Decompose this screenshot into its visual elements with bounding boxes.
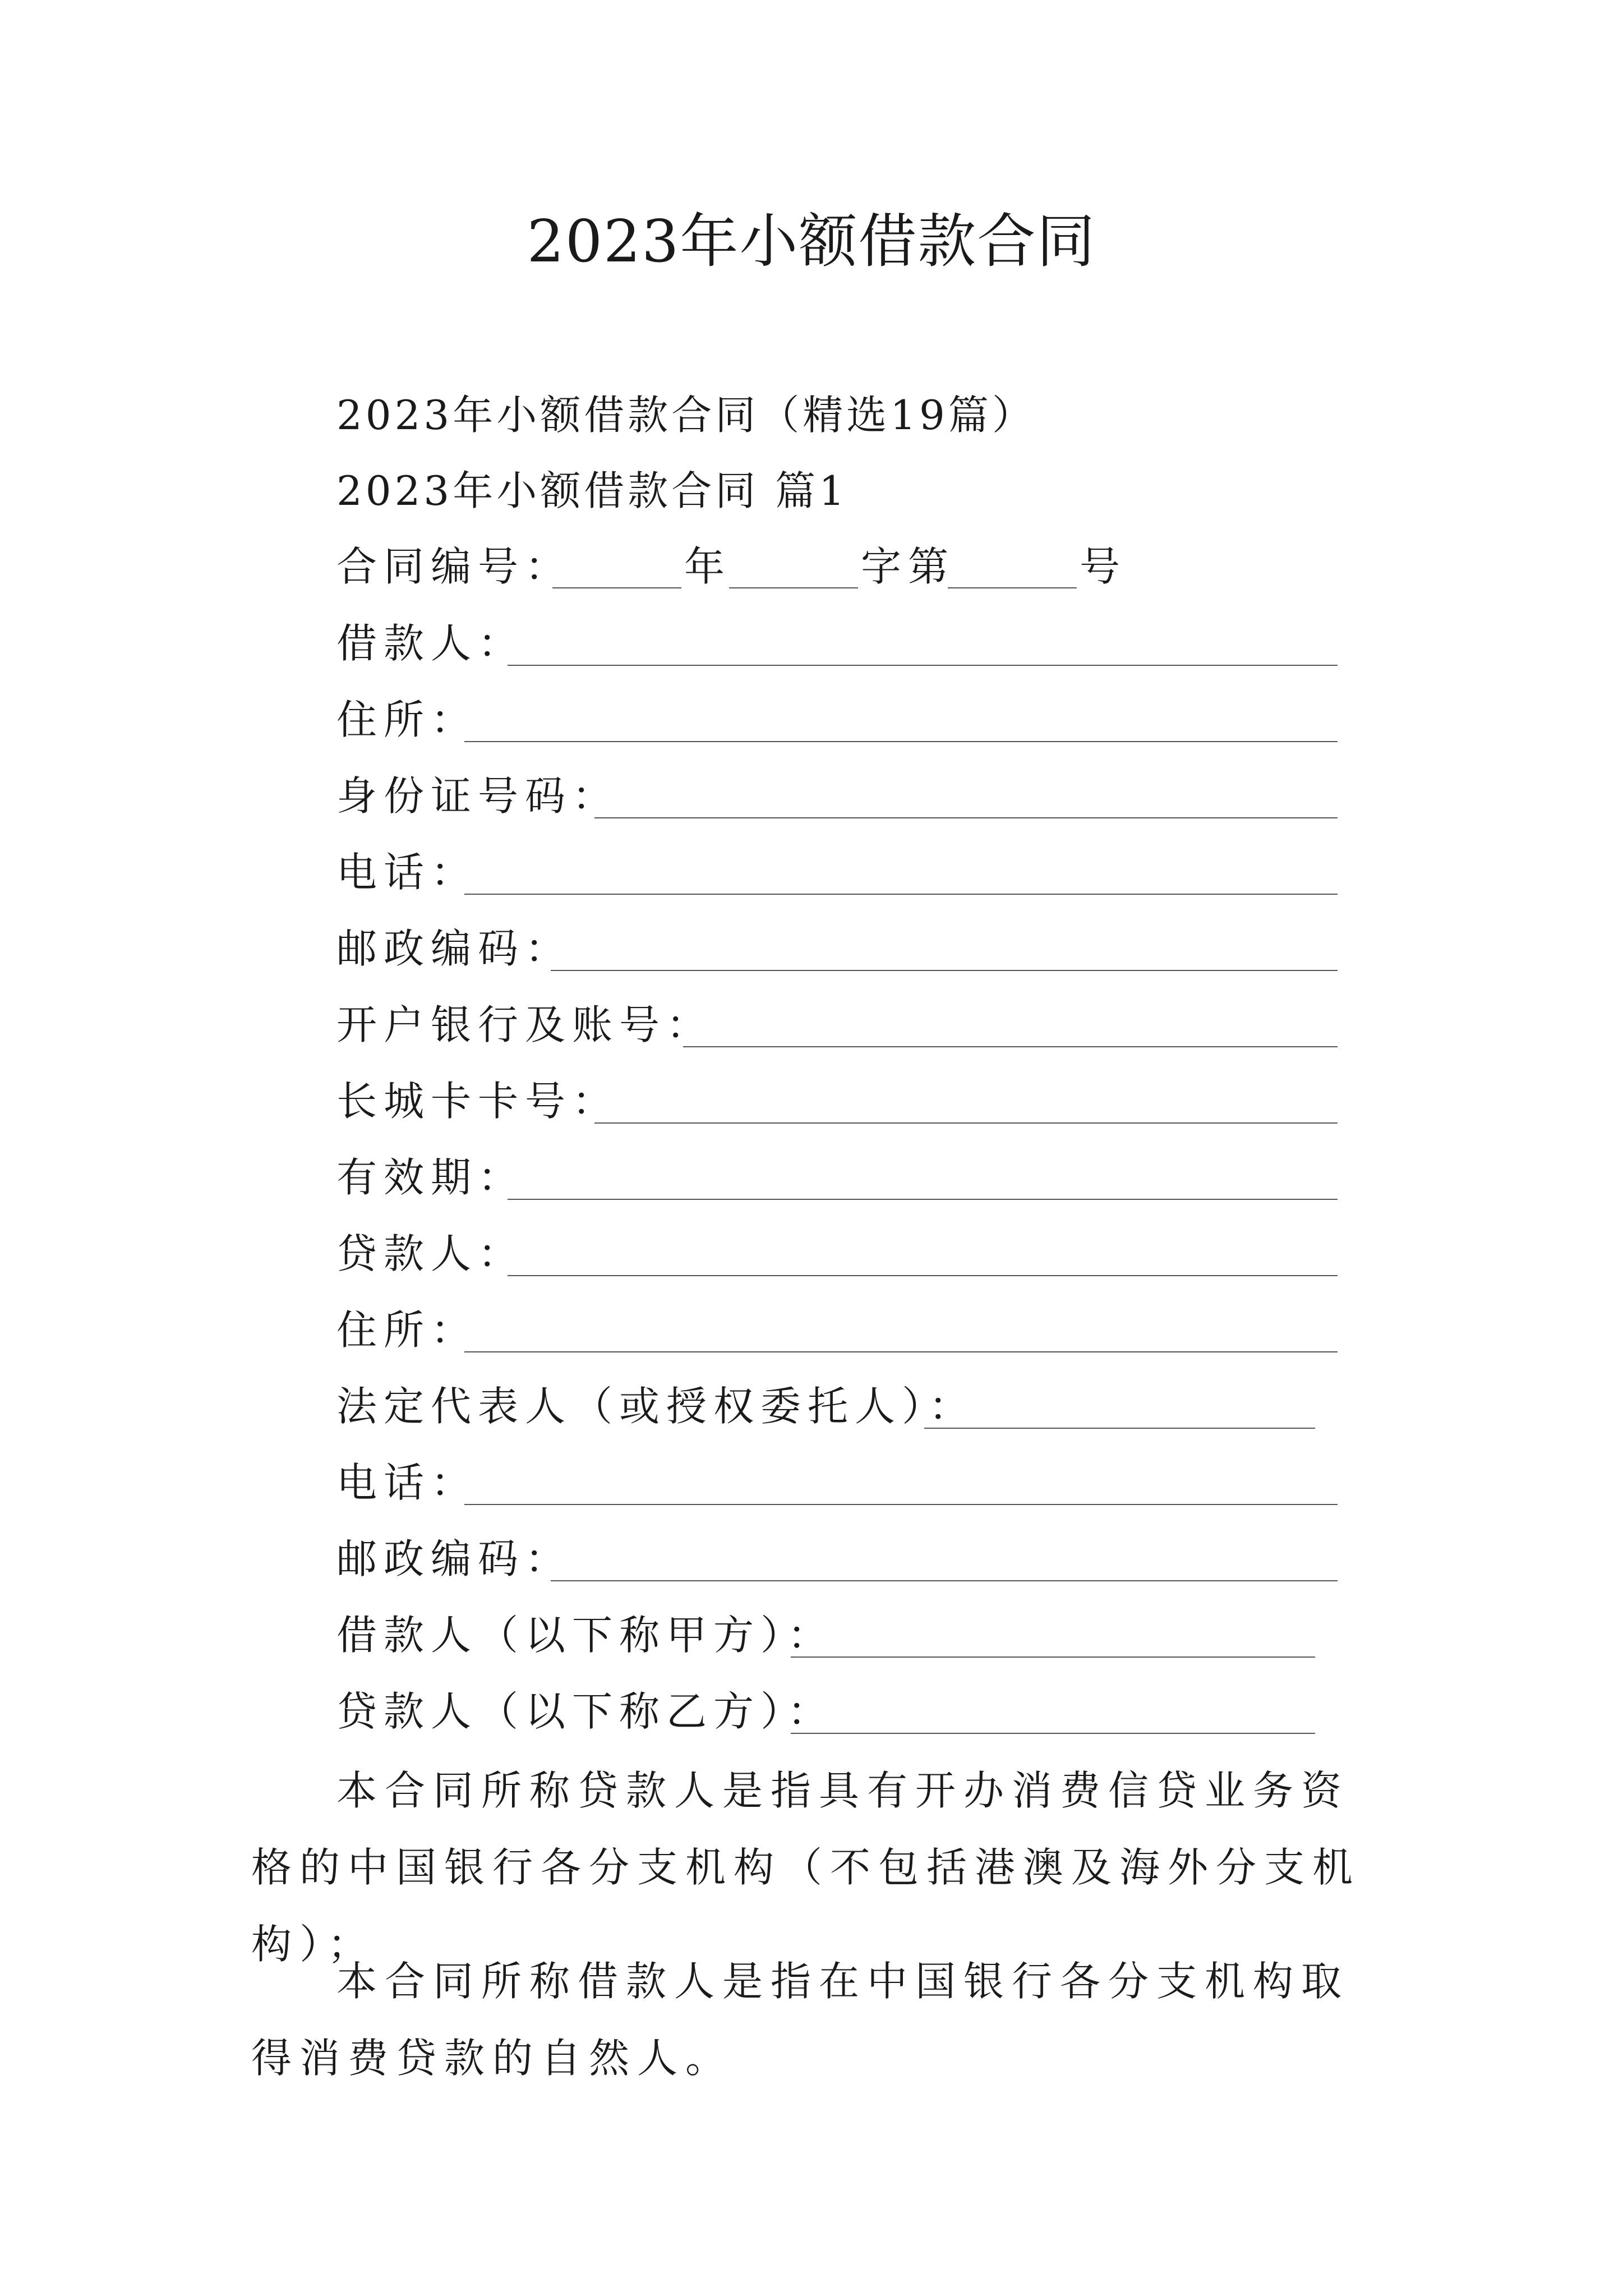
document-subtitle: 2023年小额借款合同（精选19篇） [336,392,1036,439]
paragraph-lender-definition: 本合同所称贷款人是指具有开办消费信贷业务资格的中国银行各分支机构（不包括港澳及海外分支机构）； [251,1767,1361,1968]
contract-number-row [336,539,572,595]
field-label-id-number: 身份证号码： [336,772,620,820]
section-heading: 2023年小额借款合同 篇1 [336,467,848,514]
field-label-party-a: 借款人（以下称甲方）： [336,1612,835,1659]
contract-char-suffix: 字第 [861,543,956,590]
field-blank-card-number[interactable] [594,1122,1338,1124]
field-label-lender-phone: 电话： [336,1459,478,1506]
field-label-borrower-postcode: 邮政编码： [336,925,573,972]
field-blank-validity[interactable] [508,1199,1338,1200]
field-blank-borrower-postcode[interactable] [551,970,1338,971]
field-label-borrower: 借款人： [336,620,525,667]
contract-year-suffix: 年 [684,543,732,590]
field-label-card-number: 长城卡卡号： [336,1078,620,1125]
paragraph-borrower-definition: 本合同所称借款人是指在中国银行各分支机构取得消费贷款的自然人。 [251,1958,1350,2082]
field-blank-borrower[interactable] [508,665,1338,666]
contract-char-blank[interactable] [729,587,858,588]
field-label-bank-account: 开户银行及账号： [336,1001,714,1048]
contract-number-label: 合同编号： [336,543,573,590]
field-blank-party-a[interactable] [791,1657,1315,1658]
field-blank-legal-rep[interactable] [924,1428,1315,1429]
field-label-borrower-phone: 电话： [336,849,478,896]
field-blank-lender-postcode[interactable] [551,1580,1338,1581]
field-label-validity: 有效期： [336,1154,525,1201]
contract-num-suffix: 号 [1080,543,1127,590]
field-blank-borrower-address[interactable] [464,741,1338,742]
contract-num-blank[interactable] [948,587,1077,588]
field-blank-lender-address[interactable] [464,1351,1338,1352]
field-blank-lender-phone[interactable] [464,1504,1338,1505]
field-label-borrower-address: 住所： [336,696,478,743]
field-blank-bank-account[interactable] [683,1046,1338,1047]
field-blank-lender[interactable] [508,1275,1338,1276]
field-label-party-b: 贷款人（以下称乙方）： [336,1688,835,1735]
field-label-lender-postcode: 邮政编码： [336,1535,573,1582]
field-label-lender: 贷款人： [336,1230,525,1277]
document-title: 2023年小额借款合同 [527,207,1096,275]
field-blank-borrower-phone[interactable] [464,894,1338,895]
field-blank-id-number[interactable] [594,817,1338,818]
field-label-lender-address: 住所： [336,1306,478,1354]
field-blank-party-b[interactable] [791,1733,1315,1734]
field-label-legal-rep: 法定代表人（或授权委托人）： [336,1383,976,1430]
contract-year-blank[interactable] [552,587,681,588]
